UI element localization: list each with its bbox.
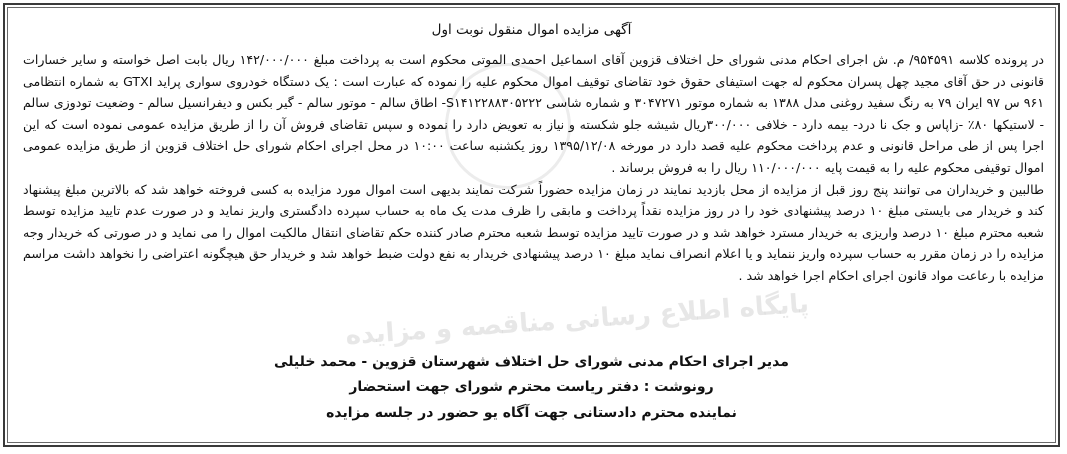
auction-notice [3,3,1060,447]
paragraph-auction-terms: طالبین و خریداران می توانند پنج روز قبل از مزایده از محل بازدید نمایند در زمان مزایده حضوراً شرکت نمایند بدیهی است اموال مورد مزایده به کسی فروخته خواهد شد که بالاترین مبلغ پیشنهاد کند و خریدار می بایستی مبلغ ۱۰ درصد پیشنهادی خود را در روز مزایده نقداً پرداخت و مابقی را ظرف مدت یک ماه به حساب سپرده دادگستری واریز نماید و در صورت عدم تایید مزایده توسط شعبه محترم مبلغ ۱۰ درصد واریزی به خریدار مسترد خواهد شد و در صورت تایید مزایده توسط شعبه محترم صادر کننده حکم تقاضای انتقال مالکیت اموال را می نماید و در صورتی که خریدار وجه مزایده را در زمان مقرر به حساب سپرده واریز ننماید و یا اعلام انصراف نماید مبلغ ۱۰ درصد پیشنهادی خریدار به نفع دولت ضبط خواهد شد و خریدار حق هیچگونه اعتراضی را نخواهد داشت مراسم مزایده با رعاعت مواد قانون اجرای احکام اجرا خواهد شد . [23,181,1044,283]
watermark: پایگاه اطلاع رسانی مناقصه و مزایده [344,288,810,352]
notice-title: آگهی مزایده اموال منقول نوبت اول [431,22,632,38]
signature-line: مدیر اجرای احکام مدنی شورای حل اختلاف شهرستان قزوین - محمد خلیلی [274,354,789,370]
notice-body [23,49,1044,287]
copy-to-line: رونوشت : دفتر ریاست محترم شورای جهت استحضار [349,379,714,395]
representative-line: نماینده محترم دادستانی جهت آگاه یو حضور در جلسه مزایده [326,405,737,421]
paragraph-case-details: در پرونده کلاسه ۹۵۴۵۹۱/ م. ش اجرای احکام مدنی شورای حل اختلاف قزوین آقای اسماعیل احمدی الموتی محکوم است به پرداخت مبلغ ۱۴۲/۰۰۰/۰۰۰ ریال بابت اصل خواسته و سایر خسارات قانونی در حق آقای مجید چهل پسران محکوم له جهت استیفای حقوق خود تقاضای توقیف اموال محکوم علیه را نموده که عبارت است : یک دستگاه خودروی سواری پراید GTXI به شماره انتظامی ۹۶۱ س ۹۷ ایران ۷۹ به رنگ سفید روغنی مدل ۱۳۸۸ به شماره موتور ۳۰۴۷۲۷۱ و شماره شاسی S۱۴۱۲۲۸۸۳۰۵۲۲۲- اطاق سالم - موتور سالم - گیر بکس و دیفرانسیل سالم - وضعیت تودوزی سالم - لاستیکها ۸۰٪ -زاپاس و جک نا درد- بیمه دارد - خلافی ۳۰۰/۰۰۰ریال شیشه جلو شکسته و نیاز به تعویض دارد را نموده و سپس تقاضای فروش آن را از طریق مزایده عمومی نموده است که این اجرا پس از طی مراحل قانونی و عدم پرداخت محکوم علیه قصد دارد در مورخه ۱۳۹۵/۱۲/۰۸ روز یکشنبه ساعت ۱۰:۰۰ در محل اجرای احکام شورای حل اختلاف قزوین از طریق مزایده عمومی اموال توقیفی محکوم علیه را به قیمت پایه ۱۱۰/۰۰۰/۰۰۰ ریال را به فروش برساند . [23,52,1045,175]
